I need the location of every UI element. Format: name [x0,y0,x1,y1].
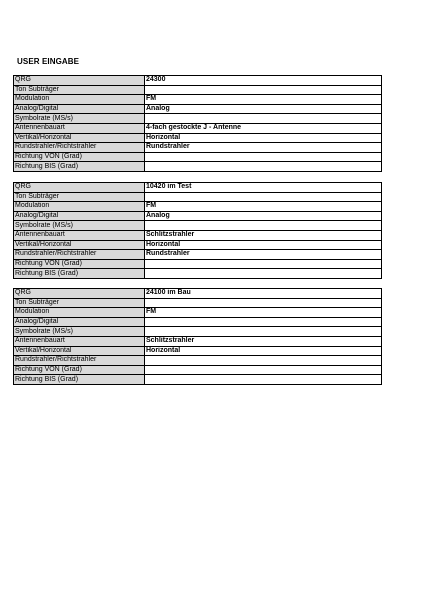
row-value [145,221,382,231]
table-row [14,269,382,279]
table-row [14,95,382,105]
table-row [14,346,382,356]
table-row [14,289,382,299]
row-label: Vertikal/Horizontal [14,346,145,356]
row-value: FM [145,95,382,105]
row-label: Richtung VON (Grad) [14,365,145,375]
table-row [14,317,382,327]
row-value: Horizontal [145,346,382,356]
table-row [14,211,382,221]
row-label: Antennenbauart [14,336,145,346]
row-label: Rundstrahler/Richtstrahler [14,356,145,366]
row-value: 24100 im Bau [145,289,382,299]
table-row [14,85,382,95]
row-label: Ton Subträger [14,85,145,95]
table-row [14,327,382,337]
table-row [14,183,382,193]
station-table-3 [13,288,382,385]
row-value [145,269,382,279]
row-value [145,356,382,366]
row-label: QRG [14,289,145,299]
row-value: Analog [145,211,382,221]
table-row [14,76,382,86]
row-label: Vertikal/Horizontal [14,133,145,143]
table-row [14,259,382,269]
row-value [145,114,382,124]
row-value [145,317,382,327]
row-value: Schlitzstrahler [145,230,382,240]
row-label: Antennenbauart [14,230,145,240]
table-row [14,162,382,172]
row-value: 10420 im Test [145,183,382,193]
row-label: Rundstrahler/Richtstrahler [14,143,145,153]
row-value [145,152,382,162]
row-value [145,192,382,202]
row-value [145,259,382,269]
station-table-2 [13,182,382,279]
row-value [145,365,382,375]
row-value: 24300 [145,76,382,86]
row-label: Ton Subträger [14,298,145,308]
table-row [14,221,382,231]
row-value: Rundstrahler [145,250,382,260]
row-label: Richtung VON (Grad) [14,259,145,269]
table-row [14,375,382,385]
row-label: Modulation [14,202,145,212]
row-label: Modulation [14,95,145,105]
row-label: Modulation [14,308,145,318]
table-row [14,192,382,202]
table-row [14,308,382,318]
table-row [14,336,382,346]
row-label: Symbolrate (MS/s) [14,114,145,124]
row-label: Rundstrahler/Richtstrahler [14,250,145,260]
table-row [14,114,382,124]
table-row [14,250,382,260]
row-value [145,327,382,337]
row-label: Richtung BIS (Grad) [14,375,145,385]
table-row [14,240,382,250]
row-label: QRG [14,76,145,86]
row-value: FM [145,202,382,212]
row-label: Richtung BIS (Grad) [14,162,145,172]
row-label: QRG [14,183,145,193]
row-value: Analog [145,104,382,114]
table-row [14,298,382,308]
row-value: Schlitzstrahler [145,336,382,346]
row-value [145,85,382,95]
table-row [14,356,382,366]
row-value: Horizontal [145,240,382,250]
row-value: 4-fach gestockte J - Antenne [145,123,382,133]
table-row [14,365,382,375]
row-value: FM [145,308,382,318]
row-value [145,162,382,172]
row-label: Antennenbauart [14,123,145,133]
table-row [14,123,382,133]
table-row [14,202,382,212]
row-label: Ton Subträger [14,192,145,202]
row-label: Symbolrate (MS/s) [14,327,145,337]
row-label: Vertikal/Horizontal [14,240,145,250]
row-label: Analog/Digital [14,211,145,221]
station-table-1 [13,75,382,172]
table-row [14,230,382,240]
table-row [14,143,382,153]
row-value: Horizontal [145,133,382,143]
row-value: Rundstrahler [145,143,382,153]
row-label: Analog/Digital [14,317,145,327]
row-label: Richtung BIS (Grad) [14,269,145,279]
table-row [14,133,382,143]
row-value [145,298,382,308]
row-label: Symbolrate (MS/s) [14,221,145,231]
row-label: Analog/Digital [14,104,145,114]
row-value [145,375,382,385]
table-row [14,152,382,162]
row-label: Richtung VON (Grad) [14,152,145,162]
table-row [14,104,382,114]
page-title: USER EINGABE [17,57,80,66]
